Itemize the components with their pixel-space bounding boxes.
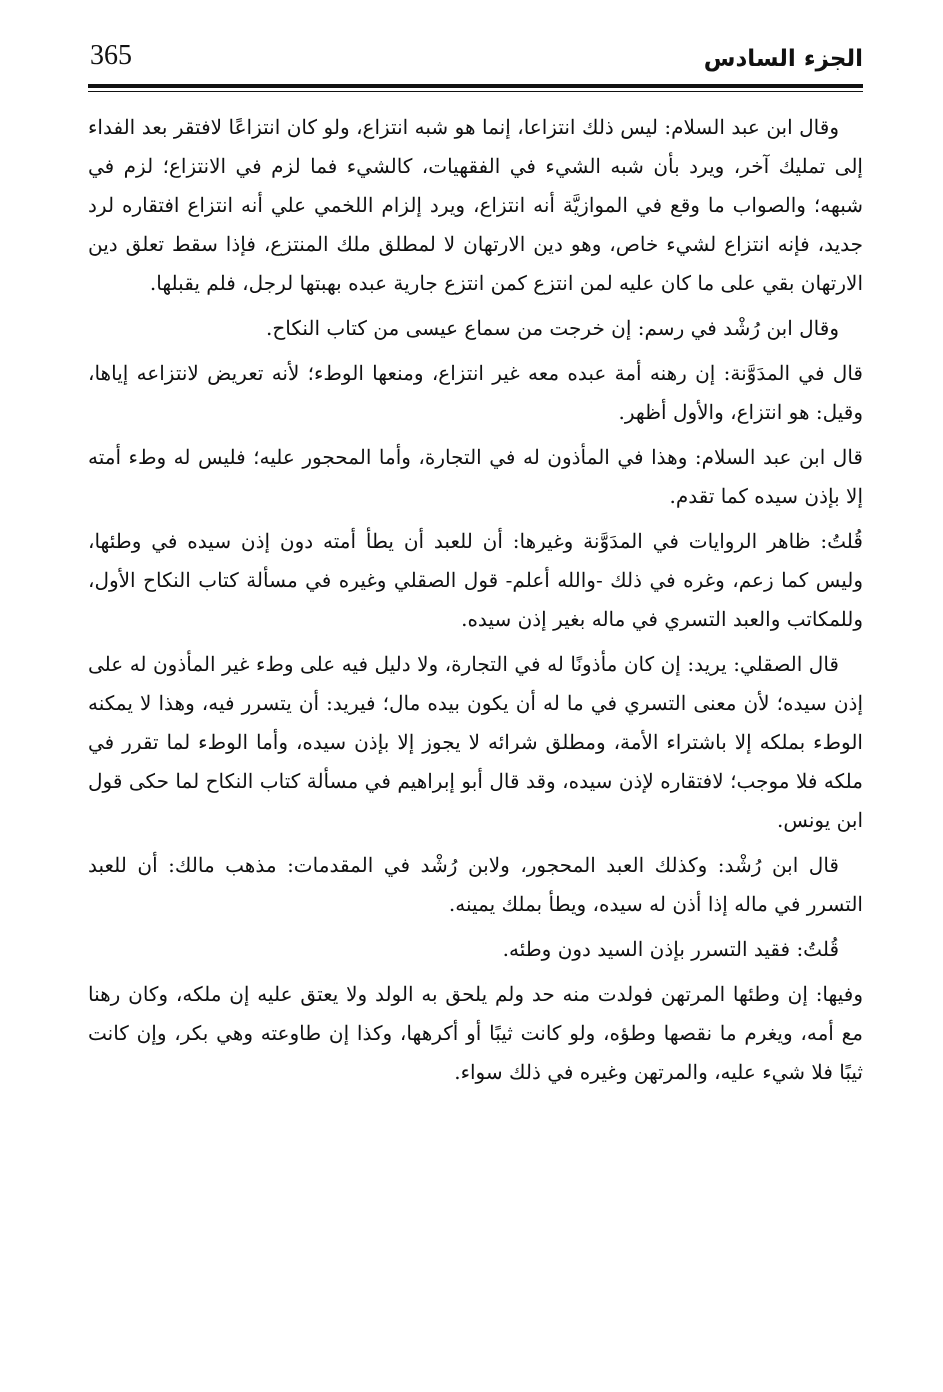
page-header [88,38,863,82]
paragraph-1: وقال ابن عبد السلام: ليس ذلك انتزاعا، إنما هو شبه انتزاع، ولو كان انتزاعًا لافتقر بعد الفداء إلى تمليك آخر، ويرد بأن شبه الشيء في الفقهيات، كالشيء فما لزم في الانتزاع؛ لزم في شبهه؛ والصواب ما وقع في الموازيَّة أنه انتزاع، ويرد إلزام اللخمي علي أنه انتزاع افتقاره لرد جديد، فإنه انتزاع لشيء خاص، وهو دين الارتهان لا لمطلق ملك المنتزع، فإذا سقط تعلق دين الارتهان بقي على ما كان عليه لمن انتزع كمن انتزع جارية عبده بهبتها لرجل، فلم يقبلها. [88,115,863,295]
paragraph-4: قال ابن عبد السلام: وهذا في المأذون له في التجارة، وأما المحجور عليه؛ فليس له وطء أمته إلا بإذن سيده كما تقدم. [88,445,863,508]
paragraph-9: وفيها: إن وطئها المرتهن فولدت منه حد ولم يلحق به الولد ولا يعتق عليه إن ملكه، وكان رهنا مع أمه، ويغرم ما نقصها وطؤه، ولو كانت ثيبًا أو أكرهها، وكذا إن طاوعته وهي بكر، وإن كانت ثيبًا فلا شيء عليه، والمرتهن وغيره في ذلك سواء. [88,982,863,1084]
paragraph-2: وقال ابن رُشْد في رسم: إن خرجت من سماع عيسى من كتاب النكاح. [265,316,839,340]
header-rule-thin [88,91,863,92]
paragraph-8: قُلتُ: فقيد التسرر بإذن السيد دون وطئه. [502,937,839,961]
page-body [88,108,863,1098]
header-rule-thick [88,84,863,88]
paragraph-3: قال في المدَوَّنة: إن رهنه أمة عبده معه غير انتزاع، ومنعها الوطء؛ لأنه تعريض لانتزاعه إياها، وقيل: هو انتزاع، والأول أظهر. [88,361,863,424]
paragraph-5: قُلتُ: ظاهر الروايات في المدَوَّنة وغيرها: أن للعبد أن يطأ أمته دون إذن سيده في وطئها، وليس كما زعم، وغره في ذلك -والله أعلم- قول الصقلي وغيره في مسألة كتاب النكاح الأول، وللمكاتب والعبد التسري في ماله بغير إذن سيده. [88,529,863,631]
paragraph-6: قال الصقلي: يريد: إن كان مأذونًا له في التجارة، ولا دليل فيه على وطء غير المأذون له على إذن سيده؛ لأن معنى التسري في ما له أن يكون بيده مال؛ فيريد: أن يتسرر فيه، وهذا لا يمكنه الوطء بملكه إلا باشتراء الأمة، ومطلق شرائه لا يجوز إلا بإذن سيده، وأما الوطء لما تقرر في ملكه فلا موجب؛ لافتقاره لإذن سيده، وقد قال أبو إبراهيم في مسألة كتاب النكاح لما حكى قول ابن يونس. [88,652,863,832]
running-title: الجزء السادس [703,46,863,72]
page-number: 365 [90,40,132,71]
paragraph-7: قال ابن رُشْد: وكذلك العبد المحجور، ولابن رُشْد في المقدمات: مذهب مالك: أن للعبد التسرر في ماله إذا أذن له سيده، ويطأ بملك يمينه. [88,853,863,916]
